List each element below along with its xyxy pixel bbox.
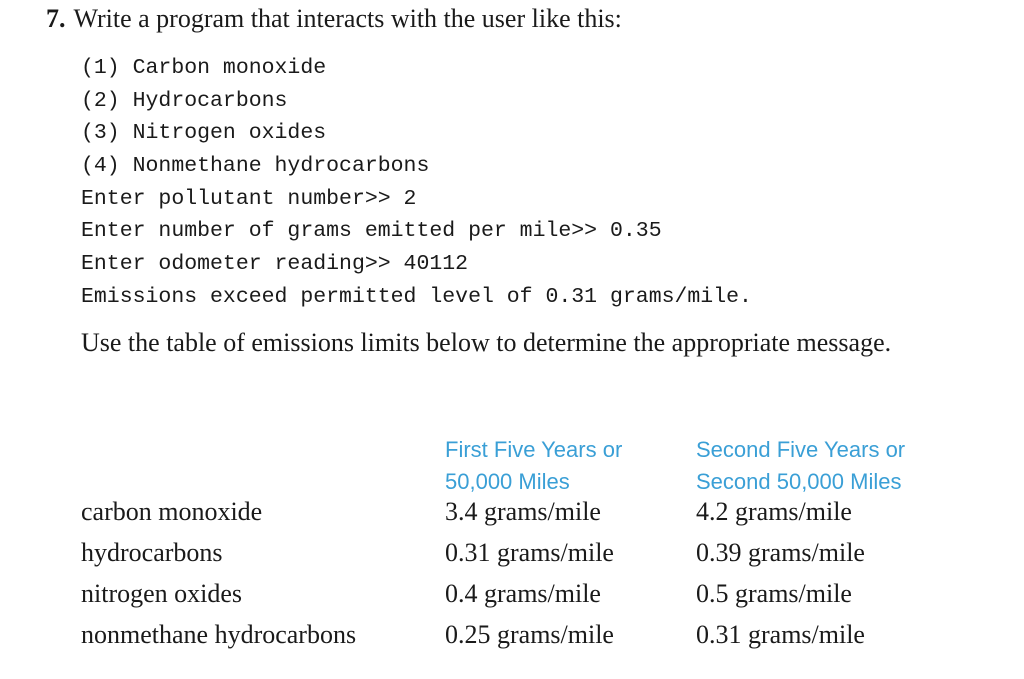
pollutant-name: nitrogen oxides (81, 579, 243, 608)
emissions-limits-table (81, 434, 956, 649)
console-line: (1) Carbon monoxide (81, 56, 327, 80)
header-second-line-2: Second 50,000 Miles (696, 469, 902, 494)
problem-heading (46, 4, 622, 34)
second-limit: 0.5 grams/mile (696, 579, 852, 608)
console-line: (3) Nitrogen oxides (81, 121, 327, 146)
instruction-text: Use the table of emissions limits below to determine the appropriate message. (81, 328, 892, 357)
console-line: (2) Hydrocarbons (81, 88, 288, 113)
pollutant-name: nonmethane hydrocarbons (81, 620, 357, 649)
table-header-row (81, 434, 956, 498)
second-limit: 0.39 grams/mile (696, 538, 865, 567)
header-first-five-years (445, 434, 696, 498)
header-second-five-years (696, 434, 956, 498)
header-first-line-2: 50,000 Miles (445, 469, 570, 494)
table-row (81, 526, 956, 567)
pollutant-name: carbon monoxide (81, 497, 263, 526)
header-first-line-1: First Five Years or (445, 437, 623, 462)
first-limit: 0.31 grams/mile (445, 538, 614, 567)
table-row (81, 567, 956, 608)
problem-number: 7. (46, 4, 66, 33)
pollutant-name: hydrocarbons (81, 538, 223, 567)
first-limit: 3.4 grams/mile (445, 497, 601, 526)
table-row (81, 498, 956, 526)
console-line: Emissions exceed permitted level of 0.31 grams/mile. (81, 284, 752, 309)
second-limit: 0.31 grams/mile (696, 620, 865, 649)
table-row (81, 608, 956, 649)
second-limit: 4.2 grams/mile (696, 497, 852, 526)
console-line: (4) Nonmethane hydrocarbons (81, 154, 430, 179)
problem-prompt: Write a program that interacts with the user like this: (73, 4, 622, 33)
console-line: Enter pollutant number>> 2 (81, 186, 417, 211)
console-line: Enter number of grams emitted per mile>> 0.35 (81, 219, 662, 244)
header-second-line-1: Second Five Years or (696, 437, 906, 462)
first-limit: 0.4 grams/mile (445, 579, 601, 608)
console-line: Enter odometer reading>> 40112 (81, 252, 469, 277)
first-limit: 0.25 grams/mile (445, 620, 614, 649)
console-transcript (81, 52, 752, 314)
header-pollutant (81, 434, 445, 498)
